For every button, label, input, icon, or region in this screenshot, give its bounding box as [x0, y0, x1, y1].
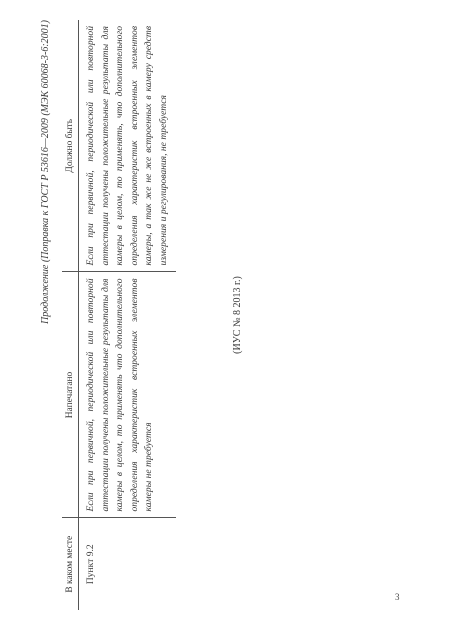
table-header-row — [62, 20, 79, 610]
amendment-table — [62, 20, 176, 610]
rotated-page-content — [40, 20, 350, 610]
cell-place: Пункт 9.2 — [85, 544, 96, 585]
table-row — [79, 20, 176, 610]
issue-note: (ИУС № 8 2013 г.) — [232, 276, 243, 354]
column-header-place: В каком месте — [62, 518, 79, 610]
cell-printed: Если при первичной, периодической или повторной аттестации получены положительные результаты для камеры в целом, то применять что дополнительного определения характеристик встроенных элементов камеры не требуется — [79, 272, 176, 518]
column-header-should-be: Должно быть — [62, 20, 79, 272]
document-title: Продолжение (Поправка к ГОСТ Р 53616—2009 (МЭК 60068-3-6:2001) — [40, 20, 51, 324]
column-header-printed: Напечатано — [62, 272, 79, 518]
cell-should-be: Если при первичной, периодической или повторной аттестации получены положительные результаты для камеры в целом, то применять, что дополнительного определения характеристик встроенных элементов камеры, а так же не же встроенных в камеру средств измерения и регулирования, не требуется — [79, 20, 176, 272]
page-number: 3 — [395, 592, 400, 602]
